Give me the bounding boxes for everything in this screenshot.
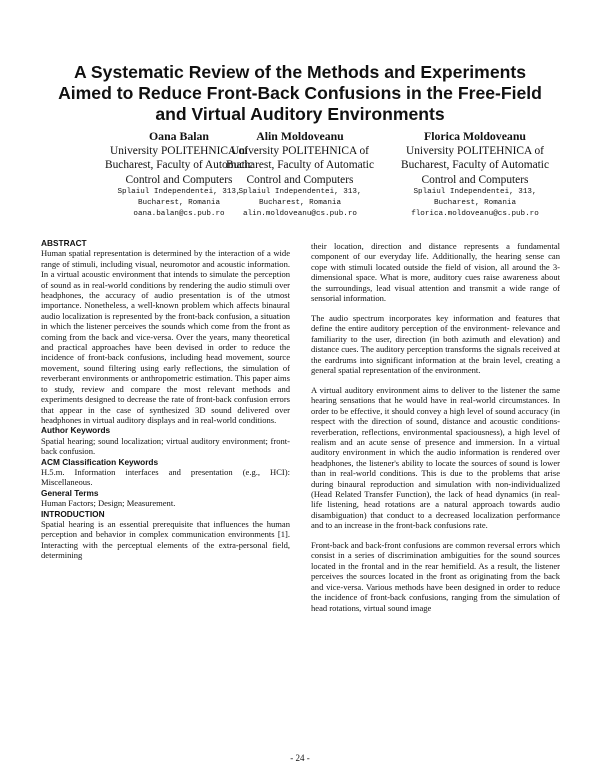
right-column: [311, 241, 560, 613]
author-email: alin.moldoveanu@cs.pub.ro: [243, 209, 357, 218]
author-block: [383, 129, 567, 220]
author-email: oana.balan@cs.pub.ro: [133, 209, 225, 218]
affiliation-line: Bucharest, Faculty of Automatic: [104, 159, 254, 172]
acm-classification-text: H.5.m. Information interfaces and presentation (e.g., HCI): Miscellaneous.: [41, 466, 290, 488]
title-line: Aimed to Reduce Front-Back Confusions in the Free-Field: [58, 83, 542, 103]
acm-classification-heading: ACM Classification Keywords: [41, 456, 159, 467]
address-line: Bucharest, Romania: [137, 198, 221, 207]
general-terms-heading: General Terms: [41, 487, 99, 498]
author-name: Oana Balan: [149, 129, 209, 143]
address-line: Splaiul Independentei, 313,: [413, 187, 537, 196]
affiliation-line: University POLITEHNICA of: [231, 145, 369, 157]
body-paragraph: The audio spectrum incorporates key information and features that define the entire auditory perception of the environment- relevance and familiarity to the user, direction (in both azimuth and elevation) and distance cues. The auditory perception transforms the signals received at the eardrums into significant information at the brain level, creating a general spatial representation of the environment.: [311, 312, 560, 375]
body-paragraph: A virtual auditory environment aims to deliver to the listener the same hearing sensations that he would have in real-world circumstances. In order to be effective, it should convey a high level of sound accuracy (in respect with the direction of sound, distance and acoustic conditions- reverberation, reflections, environmental spaciousness), a high level of realism and an acute sense of presence and immersion. In a virtual auditory environment in which the audio information is rendered over headphones, the listener's ability to locate the sources of sound is lower than in real-world conditions. This is due to the problems that arise during binaural reproduction and simulation with non-individualized (Head Related Transfer Function), the lack of head dynamics (in real-life listening, head rotations are a natural approach towards audio disambiguation) that conduct to a decreased localization performance and to an increase in the front-back confusions rate.: [311, 384, 560, 531]
author-keywords-heading: Author Keywords: [41, 425, 111, 436]
author-keywords-text: Spatial hearing; sound localization; virtual auditory environment; front-back confusion.: [41, 435, 290, 457]
author-email: florica.moldoveanu@cs.pub.ro: [411, 209, 539, 218]
affiliation-line: University POLITEHNICA of: [110, 145, 248, 157]
author-name: Alin Moldoveanu: [256, 129, 344, 143]
address-line: Bucharest, Romania: [433, 198, 517, 207]
author-address: [208, 187, 392, 220]
abstract-text: Human spatial representation is determined by the interaction of a wide range of stimuli, including visual, neuromotor and acoustic information. In a virtual acoustic environment that intends to simulate the perception of sound as in real-world conditions by rendering the audio stimuli over headphones, the accuracy of audio presentation is of the utmost importance. Nonetheless, a well-known problem which affects binaural audio localization is represented by the front-back confusion, a situation in which the listener perceives the sounds which come from the front as coming from the back and vice-versa. Over the years, many theoretical and practical approaches have been devised in order to reduce the incidence of front-back confusions, including head movement, source movement, sound filtering using early reflections, the simulation of reverberant environments or anthropometric estimation. This paper aims to study, review and compare the most relevant methods and experiments designed to decrease the rate of front-back confusion errors that appear in the case of synthesized 3D sound delivered over headphones in virtual auditory displays and in real-world conditions.: [41, 248, 290, 425]
introduction-text: Spatial hearing is an essential prerequisite that influences the human perception and behavior in complex communication environments [1]. Interacting with the perceptual elements of the extra-personal field, determining: [41, 518, 290, 561]
affiliation-line: Bucharest, Faculty of Automatic: [400, 159, 550, 172]
left-column: [41, 238, 290, 561]
body-paragraph: Front-back and back-front confusions are common reversal errors which consist in a series of discrimination ambiguities for the sound sources located in the frontal and in the rear hemifield. As a result, the listener perceives the sources located in the front as originating from the back and vice-versa. Various methods have been designed in order to reduce the incidence of front-back confusions, ranging from the simulation of head rotations, virtual sound image: [311, 540, 560, 613]
author-block: [208, 129, 392, 220]
affiliation-line: University POLITEHNICA of: [406, 145, 544, 157]
author-affiliation: [383, 144, 567, 187]
general-terms-text: Human Factors; Design; Measurement.: [41, 498, 176, 509]
body-paragraph: their location, direction and distance represents a fundamental component of our everyday life. Additionally, the hearing sense can cope with stimuli located outside the field of vision, all around the 3-dimensional space. What is more, auditory cues raise awareness about the surroundings, lead visual attention and transmit a wide range of sensorial information.: [311, 241, 560, 304]
author-affiliation: [208, 144, 392, 187]
title-line: and Virtual Auditory Environments: [155, 104, 445, 124]
address-line: Bucharest, Romania: [258, 198, 342, 207]
abstract-heading: ABSTRACT: [41, 238, 87, 248]
author-address: [383, 187, 567, 220]
introduction-heading: INTRODUCTION: [41, 508, 105, 519]
affiliation-line: Bucharest, Faculty of Automatic: [225, 159, 375, 172]
affiliation-line: Control and Computers: [421, 173, 529, 186]
address-line: Splaiul Independentei, 313,: [238, 187, 362, 196]
affiliation-line: Control and Computers: [246, 173, 354, 186]
title-line: A Systematic Review of the Methods and Experiments: [73, 62, 527, 82]
affiliation-line: Control and Computers: [125, 173, 233, 186]
author-name: Florica Moldoveanu: [424, 129, 526, 143]
page-number: - 24 -: [290, 753, 310, 763]
address-line: Splaiul Independentei, 313,: [117, 187, 241, 196]
paper-title: [40, 62, 560, 125]
